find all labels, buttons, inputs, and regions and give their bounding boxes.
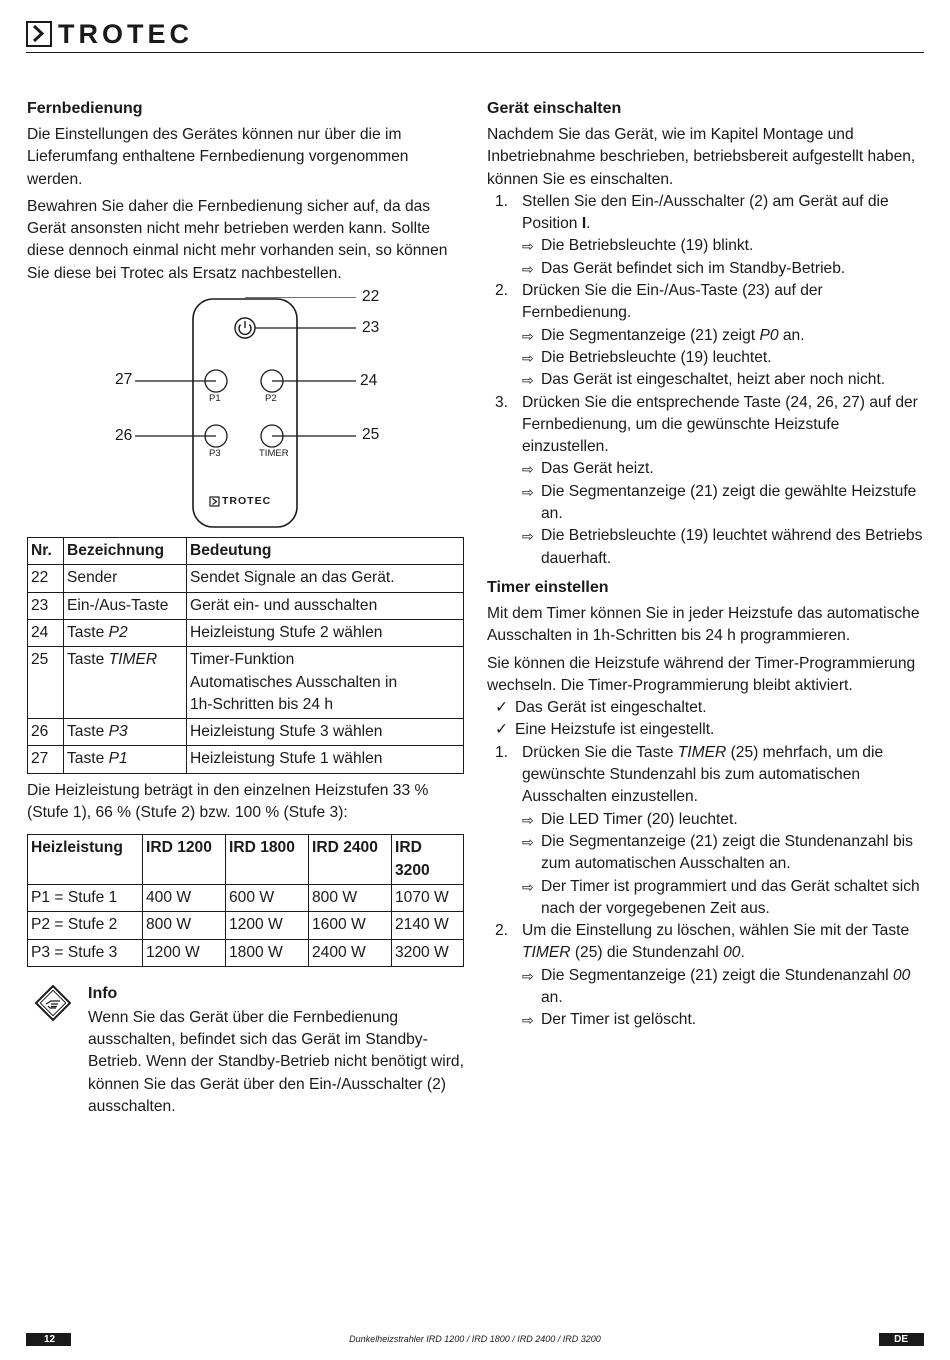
meaning-line: Heizleistung Stufe 2 wählen xyxy=(190,623,383,641)
step-text-part: I xyxy=(581,215,587,233)
table-row xyxy=(28,939,464,966)
result-text-part: Die LED Timer (20) leuchtet. xyxy=(541,810,738,828)
table-row xyxy=(28,746,464,773)
part-name-key: P3 xyxy=(108,723,128,741)
label-p1: P1 xyxy=(209,393,221,405)
arrow-right-outline-icon: ⇨ xyxy=(522,260,534,277)
left-column xyxy=(27,98,467,1123)
remote-paragraph-1: Die Einstellungen des Gerätes können nur über die im Lieferumfang enthaltene Fernbedienung vorgenommen werden. xyxy=(27,126,409,188)
result-text-part: Der Timer ist gelöscht. xyxy=(541,1011,697,1029)
step-text-part: Um die Einstellung zu löschen, wählen Sie mit der Taste xyxy=(522,922,910,940)
step-text-part: (25) mehrfach, um die gewünschte Stundenzahl bis zum automatischen Ausschalten einzustellen. xyxy=(522,743,884,806)
step-number: 1. xyxy=(495,743,509,761)
step-text xyxy=(522,280,927,325)
remote-logo-text: TROTEC xyxy=(222,495,272,508)
step-text-part: TIMER xyxy=(677,743,727,761)
step-text-part: 00 xyxy=(723,944,741,962)
result-text-part: Die Segmentanzeige (21) zeigt die Stundenanzahl bis zum automatischen Ausschalten an. xyxy=(541,832,913,873)
part-name-key: P1 xyxy=(108,750,128,768)
page-number: 12 xyxy=(44,1334,56,1345)
info-title: Info xyxy=(88,984,118,1002)
remote-paragraph-2: Bewahren Sie daher die Fernbedienung sicher auf, da das Gerät ansonsten nicht mehr betrieben werden kann. Sollte diese dennoch einmal nicht mehr vorhanden sein, so können Sie diese bei Trotec als Ersatz nachbestellen. xyxy=(27,197,448,282)
arrow-right-outline-icon: ⇨ xyxy=(522,327,534,344)
label-p2: P2 xyxy=(265,393,277,405)
table-row xyxy=(28,619,464,646)
part-name-prefix: Taste xyxy=(67,651,109,669)
cell-bedeutung xyxy=(187,719,464,746)
result-item xyxy=(522,481,927,526)
cell-bezeichnung xyxy=(64,719,187,746)
result-item xyxy=(522,965,927,1010)
timer-preconditions xyxy=(487,697,927,742)
table-row xyxy=(28,719,464,746)
step-text xyxy=(522,191,927,236)
result-item xyxy=(522,369,927,391)
step-text-part: . xyxy=(586,215,591,233)
meaning-line: Heizleistung Stufe 1 wählen xyxy=(190,750,383,768)
list-item xyxy=(487,191,927,280)
cell-bedeutung xyxy=(187,592,464,619)
info-box xyxy=(27,983,467,1118)
heat-table-header xyxy=(28,835,464,885)
result-text-part: Die Betriebsleuchte (19) blinkt. xyxy=(541,237,754,255)
cell-bezeichnung xyxy=(64,619,187,646)
meaning-line: 1h-Schritten bis 24 h xyxy=(190,695,334,713)
parts-table xyxy=(27,537,464,774)
heat-header-cell: IRD 2400 xyxy=(309,835,392,885)
switch-on-steps xyxy=(487,191,927,570)
heat-cell: P3 = Stufe 3 xyxy=(28,939,143,966)
step-text-part: Drücken Sie die entsprechende Taste (24, 26, 27) auf der Fernbedienung, um die gewünschte Heizstufe einzustellen. xyxy=(522,393,918,456)
heat-cell: 800 W xyxy=(143,912,226,939)
step-number: 2. xyxy=(495,282,509,300)
parts-table-header xyxy=(28,538,464,565)
right-column xyxy=(487,98,927,1032)
power-button-icon xyxy=(235,318,255,338)
callout-23: 23 xyxy=(362,319,380,337)
table-row xyxy=(28,592,464,619)
heat-cell: 1800 W xyxy=(226,939,309,966)
step-results xyxy=(522,965,927,1032)
heat-header-cell: Heizleistung xyxy=(28,835,143,885)
part-name-prefix: Taste xyxy=(67,623,109,641)
arrow-right-outline-icon: ⇨ xyxy=(522,349,534,366)
cell-nr: 22 xyxy=(28,565,64,592)
heat-cell: 3200 W xyxy=(392,939,464,966)
cell-bezeichnung xyxy=(64,592,187,619)
page-header xyxy=(26,18,924,54)
remote-heading: Fernbedienung xyxy=(27,100,143,117)
heat-intro: Die Heizleistung beträgt in den einzelnen Heizstufen 33 % (Stufe 1), 66 % (Stufe 2) bzw. 100 % (Stufe 3): xyxy=(27,781,429,822)
timer-steps xyxy=(487,742,927,1032)
result-item xyxy=(522,831,927,876)
result-item xyxy=(522,1009,927,1031)
arrow-right-outline-icon: ⇨ xyxy=(522,461,534,478)
result-item xyxy=(522,347,927,369)
result-text-part: Der Timer ist programmiert und das Gerät schaltet sich nach der vorgegebenen Zeit aus. xyxy=(541,877,920,917)
brand-name: TROTEC xyxy=(58,19,193,49)
parts-table-body xyxy=(28,565,464,773)
header-nr: Nr. xyxy=(28,538,64,565)
switch-on-heading: Gerät einschalten xyxy=(487,100,622,117)
arrow-right-outline-icon: ⇨ xyxy=(522,967,534,984)
language-code: DE xyxy=(894,1334,908,1345)
cell-bedeutung xyxy=(187,647,464,719)
result-item xyxy=(522,525,927,570)
timer-heading: Timer einstellen xyxy=(487,578,609,596)
step-text xyxy=(522,742,927,809)
step-results xyxy=(522,458,927,569)
step-text-part: Drücken Sie die Ein-/Aus-Taste (23) auf der Fernbedienung. xyxy=(522,282,823,322)
callout-26: 26 xyxy=(115,427,133,445)
check-text: Das Gerät ist eingeschaltet. xyxy=(515,699,707,717)
cell-nr: 27 xyxy=(28,746,64,773)
arrow-right-outline-icon: ⇨ xyxy=(522,372,534,389)
table-row xyxy=(28,647,464,719)
arrow-right-outline-icon: ⇨ xyxy=(522,238,534,255)
header-rule xyxy=(26,52,924,53)
result-text-part: an. xyxy=(778,326,805,344)
table-row xyxy=(28,884,464,911)
step-text-part: Drücken Sie die Taste xyxy=(522,743,678,761)
cell-nr: 26 xyxy=(28,719,64,746)
cell-bedeutung xyxy=(187,746,464,773)
step-text xyxy=(522,392,927,459)
info-text: Wenn Sie das Gerät über die Fernbedienung ausschalten, befindet sich das Gerät im Standby-Betrieb. Wenn der Standby-Betrieb nicht benötigt wird, können Sie das Gerät über den Ein-/Ausschalter (2) ausschalten. xyxy=(88,1008,464,1116)
arrow-right-outline-icon: ⇨ xyxy=(522,878,534,895)
heat-cell: 1600 W xyxy=(309,912,392,939)
heat-cell: 1070 W xyxy=(392,884,464,911)
step-text-part: TIMER xyxy=(522,944,571,962)
heat-cell: 600 W xyxy=(226,884,309,911)
meaning-line: Sendet Signale an das Gerät. xyxy=(190,569,395,587)
result-text-part: Die Betriebsleuchte (19) leuchtet während des Betriebs dauerhaft. xyxy=(541,527,923,567)
meaning-line: Heizleistung Stufe 3 wählen xyxy=(190,723,383,741)
part-name-prefix: Taste xyxy=(67,723,109,741)
result-text-part: Das Gerät befindet sich im Standby-Betrieb. xyxy=(541,259,846,277)
step-text-part: . xyxy=(740,944,745,962)
label-timer: TIMER xyxy=(259,448,289,460)
cell-bezeichnung xyxy=(64,746,187,773)
heat-header-cell: IRD 3200 xyxy=(392,835,464,885)
heat-cell: P2 = Stufe 2 xyxy=(28,912,143,939)
callout-27: 27 xyxy=(115,371,133,389)
cell-nr: 24 xyxy=(28,619,64,646)
arrow-right-outline-icon: ⇨ xyxy=(522,811,534,828)
cell-nr: 23 xyxy=(28,592,64,619)
step-results xyxy=(522,235,927,280)
cell-bezeichnung xyxy=(64,647,187,719)
step-text-part: (25) die Stundenzahl xyxy=(570,944,724,962)
arrow-right-outline-icon: ⇨ xyxy=(522,1012,534,1029)
heat-cell: 800 W xyxy=(309,884,392,911)
header-bedeutung: Bedeutung xyxy=(187,538,464,565)
result-text-part: Die Betriebsleuchte (19) leuchtet. xyxy=(541,348,772,366)
result-item xyxy=(522,458,927,480)
remote-logo-icon xyxy=(210,497,219,506)
meaning-line: Gerät ein- und ausschalten xyxy=(190,596,378,614)
page-footer xyxy=(26,1333,924,1346)
result-item xyxy=(522,235,927,257)
result-item xyxy=(522,325,927,347)
list-item xyxy=(487,280,927,391)
step-number: 3. xyxy=(495,393,509,411)
result-text-part: 00 xyxy=(892,966,911,984)
heat-cell: 2400 W xyxy=(309,939,392,966)
step-results xyxy=(522,809,927,920)
arrow-right-outline-icon: ⇨ xyxy=(522,483,534,500)
check-text: Eine Heizstufe ist eingestellt. xyxy=(515,721,715,739)
heat-cell: P1 = Stufe 1 xyxy=(28,884,143,911)
result-text-part: P0 xyxy=(759,326,779,344)
result-item xyxy=(522,258,927,280)
cell-nr: 25 xyxy=(28,647,64,719)
result-item xyxy=(522,809,927,831)
part-name-key: P2 xyxy=(108,623,128,641)
step-results xyxy=(522,325,927,392)
switch-on-intro: Nachdem Sie das Gerät, wie im Kapitel Montage und Inbetriebnahme beschrieben, betriebsbereit aufgestellt haben, können Sie es einschalten. xyxy=(487,126,916,188)
meaning-line: Automatisches Ausschalten in xyxy=(190,673,398,691)
result-text-part: Das Gerät heizt. xyxy=(541,460,654,478)
heat-table-body xyxy=(28,884,464,966)
table-row xyxy=(28,565,464,592)
step-text-part: Stellen Sie den Ein-/Ausschalter (2) am Gerät auf die Position xyxy=(522,192,889,233)
remote-diagram xyxy=(27,288,467,529)
table-row xyxy=(28,912,464,939)
list-item xyxy=(487,920,927,1031)
meaning-line: Timer-Funktion xyxy=(190,651,295,669)
heat-cell: 1200 W xyxy=(226,912,309,939)
heat-cell: 400 W xyxy=(143,884,226,911)
step-number: 2. xyxy=(495,922,509,940)
part-name: Ein-/Aus-Taste xyxy=(67,596,169,614)
arrow-right-outline-icon: ⇨ xyxy=(522,528,534,545)
result-item xyxy=(522,876,927,921)
result-text-part: Die Segmentanzeige (21) zeigt die Stundenanzahl xyxy=(541,966,893,984)
callout-24: 24 xyxy=(360,372,378,390)
cell-bezeichnung xyxy=(64,565,187,592)
step-text xyxy=(522,920,927,965)
chevron-logo-icon xyxy=(26,21,52,47)
remote-body xyxy=(193,299,297,527)
callout-25: 25 xyxy=(362,426,380,444)
heat-cell: 2140 W xyxy=(392,912,464,939)
trotec-logo xyxy=(26,20,193,48)
result-text-part: Das Gerät ist eingeschaltet, heizt aber noch nicht. xyxy=(541,371,886,389)
list-item xyxy=(487,697,927,719)
part-name-key: TIMER xyxy=(108,651,158,669)
arrow-right-outline-icon: ⇨ xyxy=(522,833,534,850)
pointing-hand-info-icon xyxy=(35,985,71,1021)
list-item xyxy=(487,392,927,570)
heat-header-cell: IRD 1800 xyxy=(226,835,309,885)
footer-title: Dunkelheizstrahler IRD 1200 / IRD 1800 / IRD 2400 / IRD 3200 xyxy=(71,1333,879,1346)
result-text-part: an. xyxy=(541,988,563,1006)
list-item xyxy=(487,742,927,920)
timer-paragraph-2: Sie können die Heizstufe während der Timer-Programmierung wechseln. Die Timer-Programmierung bleibt aktiviert. xyxy=(487,654,916,694)
part-name: Sender xyxy=(67,569,118,587)
part-name-prefix: Taste xyxy=(67,750,109,768)
cell-bedeutung xyxy=(187,565,464,592)
check-icon: ✓ xyxy=(495,721,509,739)
result-text-part: Die Segmentanzeige (21) zeigt die gewählte Heizstufe an. xyxy=(541,482,917,523)
step-number: 1. xyxy=(495,192,509,210)
result-text-part: Die Segmentanzeige (21) zeigt xyxy=(541,326,760,344)
timer-paragraph-1: Mit dem Timer können Sie in jeder Heizstufe das automatische Ausschalten in 1h-Schritten bis 24 h programmieren. xyxy=(487,604,920,645)
callout-22: 22 xyxy=(362,288,380,306)
heat-cell: 1200 W xyxy=(143,939,226,966)
list-item xyxy=(487,719,927,741)
cell-bedeutung xyxy=(187,619,464,646)
heat-output-table xyxy=(27,834,464,966)
heat-header-cell: IRD 1200 xyxy=(143,835,226,885)
header-bezeichnung: Bezeichnung xyxy=(64,538,187,565)
check-icon: ✓ xyxy=(495,699,509,717)
label-p3: P3 xyxy=(209,448,221,460)
